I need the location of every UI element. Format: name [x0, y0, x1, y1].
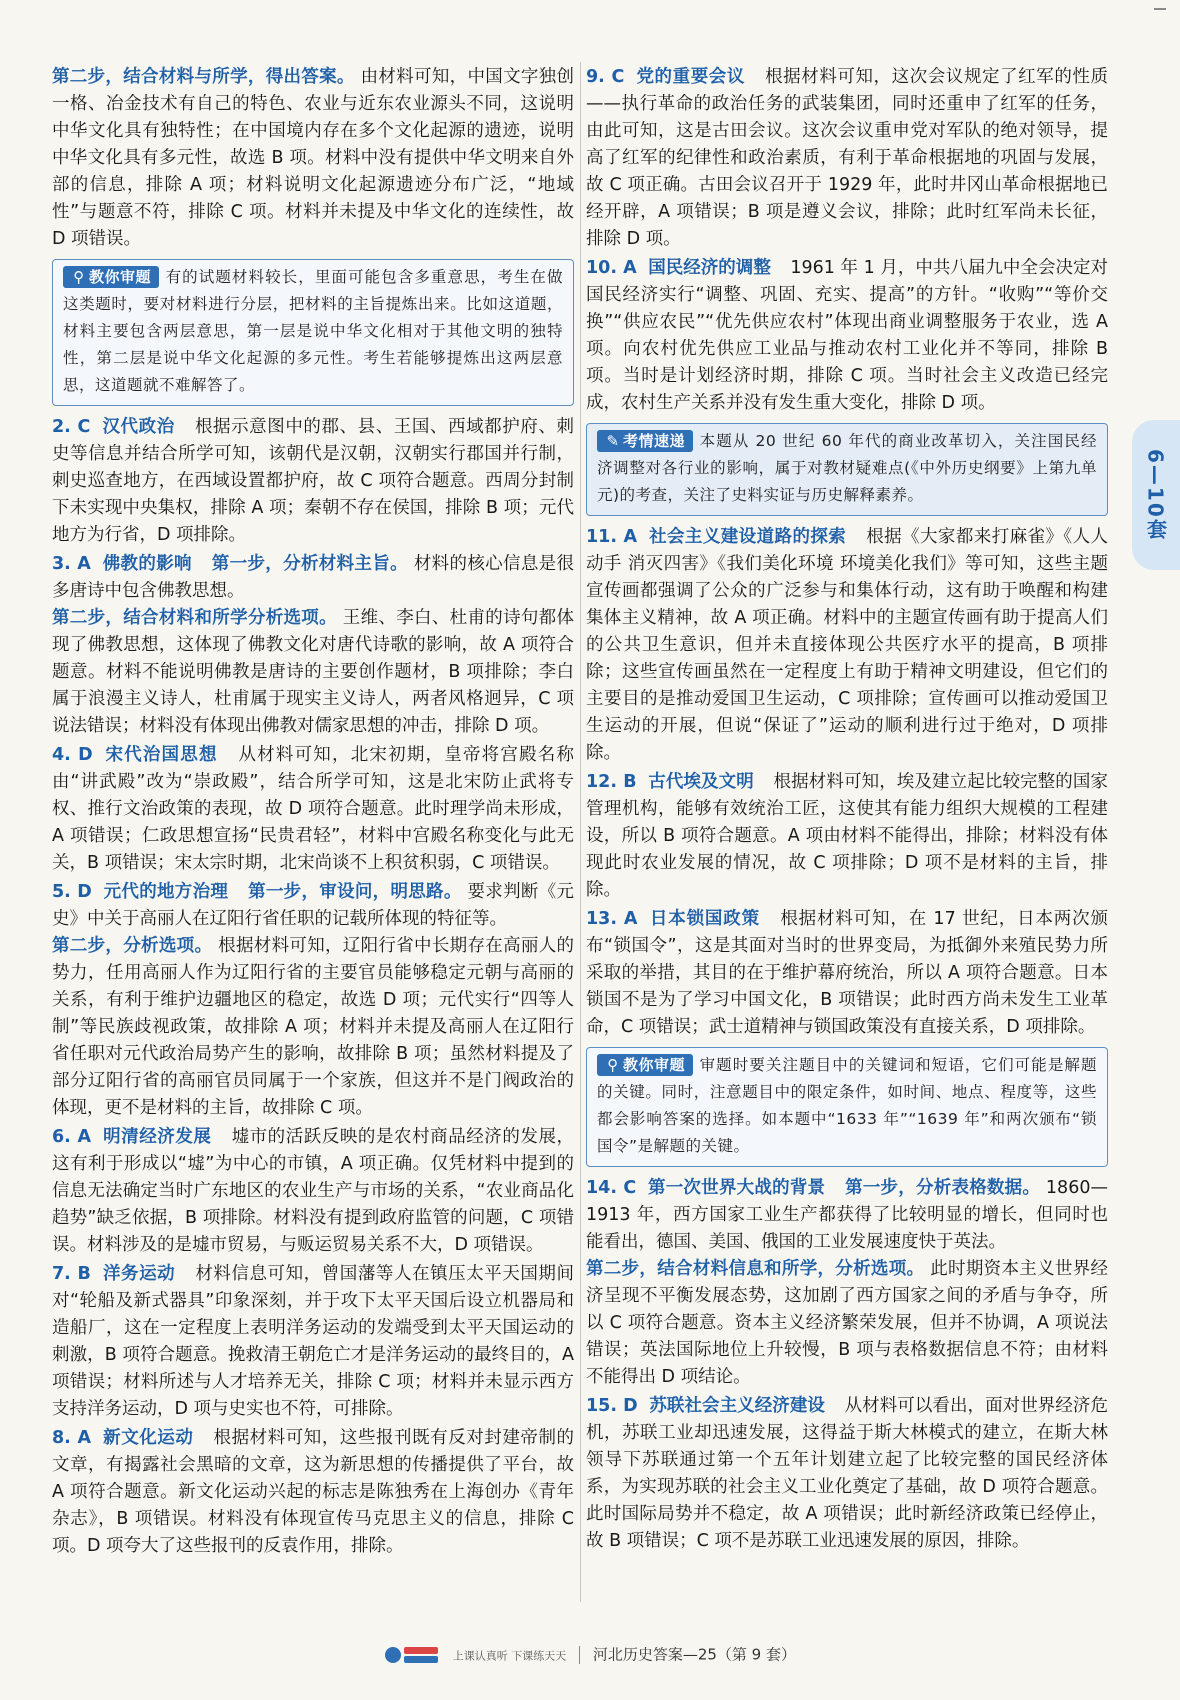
q13-topic: 日本锁国政策 [649, 909, 760, 929]
page-number: 河北历史答案—25（第 9 套） [592, 1645, 796, 1664]
q2-topic: 汉代政治 [102, 417, 175, 437]
q12-topic: 古代埃及文明 [648, 772, 754, 792]
tip-box-3 [586, 1047, 1108, 1167]
q4-topic: 宋代治国思想 [105, 745, 218, 765]
q5 [52, 879, 574, 1122]
publisher-logo-icon [384, 1642, 440, 1668]
q12 [586, 769, 1108, 904]
q4-number: 4. D [52, 745, 93, 765]
q5-step2: 第二步，分析选项。 [52, 936, 213, 956]
q14-step1: 第一步，分析表格数据。 [845, 1178, 1041, 1198]
q6-number: 6. A [52, 1127, 92, 1147]
q8-topic: 新文化运动 [103, 1428, 194, 1448]
search-icon: ⚲ [73, 268, 85, 286]
q15-number: 15. D [586, 1396, 638, 1416]
q2-number: 2. C [52, 417, 91, 437]
tip-text-2: 本题从 20 世纪 60 年代的商业改革切入，关注国民经济调整对各行业的影响，属于对教材疑难点(《中外历史纲要》上第九单元)的考查，关注了史料实证与历史解释素养。 [597, 432, 1097, 504]
set-range-label: 6—10套 [1143, 449, 1168, 541]
q7-text: 材料信息可知，曾国藩等人在镇压太平天国期间对“轮船及新式器具”印象深刻，并于攻下太平天国后设立机器局和造船厂，这在一定程度上表明洋务运动的发端受到太平天国运动的刺激，B 项符合题意。挽救清王朝危亡才是洋务运动的最终目的，A 项错误；材料所述与人才培养无关，排除 C 项；材料并未显示西方支持洋务运动，D 项与史实也不符，可排除。 [52, 1264, 574, 1419]
left-column [52, 64, 574, 1562]
footer-separator [579, 1646, 580, 1664]
q8-text: 根据材料可知，这些报刊既有反对封建帝制的文章，有揭露社会黑暗的文章，这为新思想的传播提供了平台，故 A 项符合题意。新文化运动兴起的标志是陈独秀在上海创办《青年杂志》，B 项错误。材料没有体现宣传马克思主义的信息，排除 C 项。D 项夸大了这些报刊的反袁作用，排除。 [52, 1428, 574, 1556]
q5-number: 5. D [52, 882, 92, 902]
tip-text-1: 有的试题材料较长，里面可能包含多重意思，考生在做这类题时，要对材料进行分层，把材料的主旨提炼出来。比如这道题，材料主要包含两层意思，第一层是说中华文化相对于其他文明的独特性，第二层是说中华文化起源的多元性。考生若能够提炼出这两层意思，这道题就不难解答了。 [63, 268, 563, 394]
q5-text2: 根据材料可知，辽阳行省中长期存在高丽人的势力，任用高丽人作为辽阳行省的主要官员能够稳定元朝与高丽的关系，有利于维护边疆地区的稳定，故选 D 项；元代实行“四等人制”等民族歧视政策，故排除 A 项；材料并未提及高丽人在辽阳行省任职对元代政治局势产生的影响，故排除 B 项；虽然材料提及了部分辽阳行省的高丽官员同属于一个家族，但这并不是门阀政治的体现，更不是材料的主旨，故排除 C 项。 [52, 936, 575, 1118]
q3 [52, 551, 574, 740]
q1-step2: 第二步，结合材料与所学，得出答案。 [52, 67, 355, 87]
q13-text: 根据材料可知，在 17 世纪，日本两次颁布“锁国令”，这是其面对当时的世界变局，为抵御外来殖民势力所采取的举措，其目的在于维护幕府统治，所以 A 项符合题意。日本锁国不是为了学习中国文化，B 项错误；此时西方尚未发生工业革命，C 项错误；武士道精神与锁国政策没有直接关系，D 项排除。 [586, 909, 1108, 1037]
q3-text2: 王维、李白、杜甫的诗句都体现了佛教思想，这体现了佛教文化对唐代诗歌的影响，故 A 项符合题意。材料不能说明佛教是唐诗的主要创作题材，B 项排除；李白属于浪漫主义诗人，杜甫属于现实主义诗人，两者风格迥异，C 项说法错误；材料没有体现出佛教对儒家思想的冲击，排除 D 项。 [52, 608, 574, 736]
q4-text: 从材料可知，北宋初期，皇帝将宫殿名称由“讲武殿”改为“崇政殿”，结合所学可知，这是北宋防止武将专权、推行文治政策的表现，故 D 项符合题意。此时理学尚未形成，A 项错误；仁政思想宣扬“民贵君轻”，材料中宫殿名称变化与此无关，B 项错误；宋太宗时期，北宋尚谈不上积贫积弱，C 项错误。 [52, 745, 574, 873]
q9-text: 根据材料可知，这次会议规定了红军的性质——执行革命的政治任务的武装集团，同时还重申了红军的任务，由此可知，这是古田会议。这次会议重申党对军队的绝对领导，提高了红军的纪律性和政治素质，有利于革命根据地的巩固与发展，故 C 项正确。古田会议召开于 1929 年，此时井冈山革命根据地已经开辟，A 项错误；B 项是遵义会议，排除；此时红军尚未长征，排除 D 项。 [586, 67, 1108, 249]
q12-text: 根据材料可知，埃及建立起比较完整的国家管理机构，能够有效统治工匠，这使其有能力组织大规模的工程建设，所以 B 项符合题意。A 项由材料不能得出，排除；材料没有体现此时农业发展的情况，故 C 项排除；D 项不是材料的主旨，排除。 [586, 772, 1108, 900]
q14-text2: 此时期资本主义世界经济呈现不平衡发展态势，这加剧了西方国家之间的矛盾与争夺，所以 C 项符合题意。资本主义经济繁荣发展，但并不协调，A 项说法错误；英法国际地位上升较慢，B 项与表格数据信息不符；由材料不能得出 D 项结论。 [586, 1259, 1109, 1387]
publisher-slogan: 上课认真听 下课练天天 [452, 1649, 567, 1663]
q6 [52, 1124, 574, 1259]
right-column [586, 64, 1108, 1557]
q11-topic: 社会主义建设道路的探索 [649, 527, 847, 547]
pen-icon: ✎ [606, 432, 620, 450]
tip-tag-3: ⚲ 教你审题 [597, 1054, 693, 1076]
tip-box-2 [586, 423, 1108, 516]
q8 [52, 1425, 574, 1560]
q2-text: 根据示意图中的郡、县、王国、西域都护府、刺史等信息并结合所学可知，该朝代是汉朝，汉朝实行郡国并行制，刺史巡查地方，在西域设置都护府，故 C 项符合题意。西周分封制下未实现中央集权，排除 A 项；秦朝不存在侯国，排除 B 项；元代地方为行省，D 项排除。 [52, 417, 574, 545]
q12-number: 12. B [586, 772, 637, 792]
q2 [52, 414, 574, 549]
q8-number: 8. A [52, 1428, 92, 1448]
corner-mark [1154, 8, 1166, 10]
q3-step2: 第二步，结合材料和所学分析选项。 [52, 608, 337, 628]
q13 [586, 906, 1108, 1041]
q5-topic: 元代的地方治理 [103, 882, 229, 902]
q7-number: 7. B [52, 1264, 91, 1284]
q14-number: 14. C [586, 1178, 637, 1198]
tip-text-3: 审题时要关注题目中的关键词和短语，它们可能是解题的关键。同时，注意题目中的限定条件，如时间、地点、程度等，这些都会影响答案的选择。如本题中“1633 年”“1639 年”和两次颁布“锁国令”是解题的关键。 [597, 1056, 1097, 1155]
set-range-tab [1132, 420, 1180, 570]
q15-topic: 苏联社会主义经济建设 [649, 1396, 825, 1416]
q3-text1: 材料的核心信息是很多唐诗中包含佛教思想。 [52, 554, 574, 601]
tip-box-1 [52, 259, 574, 406]
page-footer [0, 1642, 1180, 1668]
q11-text: 根据《大家都来打麻雀》《人人动手 消灭四害》《我们美化环境 环境美化我们》等可知，这些主题宣传画都强调了公众的广泛参与和集体行动，这有助于唤醒和构建集体主义精神，故 A 项正确。材料中的主题宣传画有助于提高人们的公共卫生意识，但并未直接体现公共医疗水平的提高，B 项排除；这些宣传画虽然在一定程度上有助于精神文明建设，但它们的主要目的是推动爱国卫生运动，C 项排除；宣传画可以推动爱国卫生运动的开展，但说“保证了”运动的顺利进行过于绝对，D 项排除。 [586, 527, 1108, 763]
q5-text1: 要求判断《元史》中关于高丽人在辽阳行省任职的记载所体现的特征等。 [52, 882, 574, 929]
q13-number: 13. A [586, 909, 638, 929]
q14-step2: 第二步，结合材料信息和所学，分析选项。 [586, 1259, 925, 1279]
search-icon: ⚲ [607, 1056, 619, 1074]
q1-continued [52, 64, 574, 253]
q10-text: 1961 年 1 月，中共八届九中全会决定对国民经济实行“调整、巩固、充实、提高”的方针。“收购”“等价交换”“供应农民”“优先供应农村”体现出商业调整服务于农业，选 A 项。向农村优先供应工业品与推动农村工业化并不等同，排除 B 项。当时是计划经济时期，排除 C 项。当时社会主义改造已经完成，农村生产关系并没有发生重大变化，排除 D 项。 [586, 258, 1108, 413]
q3-number: 3. A [52, 554, 91, 574]
q10 [586, 255, 1108, 417]
column-divider [580, 62, 581, 1602]
q9-number: 9. C [586, 67, 625, 87]
q4 [52, 742, 574, 877]
q9-topic: 党的重要会议 [636, 67, 745, 87]
q15 [586, 1393, 1108, 1555]
tip-tag-1: ⚲ 教你审题 [63, 266, 159, 288]
q11 [586, 524, 1108, 767]
q5-step1: 第一步，审设问，明思路。 [248, 882, 462, 902]
q3-topic: 佛教的影响 [102, 554, 192, 574]
q10-topic: 国民经济的调整 [648, 258, 771, 278]
q9 [586, 64, 1108, 253]
q6-topic: 明清经济发展 [103, 1127, 212, 1147]
q3-step1: 第一步，分析材料主旨。 [211, 554, 408, 574]
q14 [586, 1175, 1108, 1391]
q7 [52, 1261, 574, 1423]
q14-topic: 第一次世界大战的背景 [647, 1178, 826, 1198]
q1-text: 由材料可知，中国文字独创一格、冶金技术有自己的特色、农业与近东农业源头不同，这说明中华文化具有独特性；在中国境内存在多个文化起源的遗迹，说明中华文化具有多元性，故选 B 项。材料中没有提供中华文明来自外部的信息，排除 A 项；材料说明文化起源遗迹分布广泛，“地域性”与题意不符，排除 C 项。材料并未提及中华文化的连续性，故 D 项错误。 [52, 67, 574, 249]
q15-text: 从材料可以看出，面对世界经济危机，苏联工业却迅速发展，这得益于斯大林模式的建立，在斯大林领导下苏联通过第一个五年计划建立起了比较完整的国民经济体系，为实现苏联的社会主义工业化奠定了基础，故 D 项符合题意。此时国际局势并不稳定，故 A 项错误；此时新经济政策已经停止，故 B 项错误；C 项不是苏联工业迅速发展的原因，排除。 [586, 1396, 1108, 1551]
tip-tag-2: ✎ 考情速递 [597, 430, 693, 452]
q10-number: 10. A [586, 258, 637, 278]
q11-number: 11. A [586, 527, 638, 547]
q7-topic: 洋务运动 [102, 1264, 176, 1284]
q6-text: 墟市的活跃反映的是农村商品经济的发展，这有利于形成以“墟”为中心的市镇，A 项正确。仅凭材料中提到的信息无法确定当时广东地区的农业生产与市场的关系，“农业商品化趋势”缺乏依据，B 项排除。材料没有提到政府监管的问题，C 项错误。材料涉及的是墟市贸易，与贩运贸易关系不大，D 项错误。 [52, 1127, 574, 1255]
q14-text1: 1860—1913 年，西方国家工业生产都获得了比较明显的增长，但同时也能看出，德国、美国、俄国的工业发展速度快于英法。 [586, 1178, 1108, 1252]
